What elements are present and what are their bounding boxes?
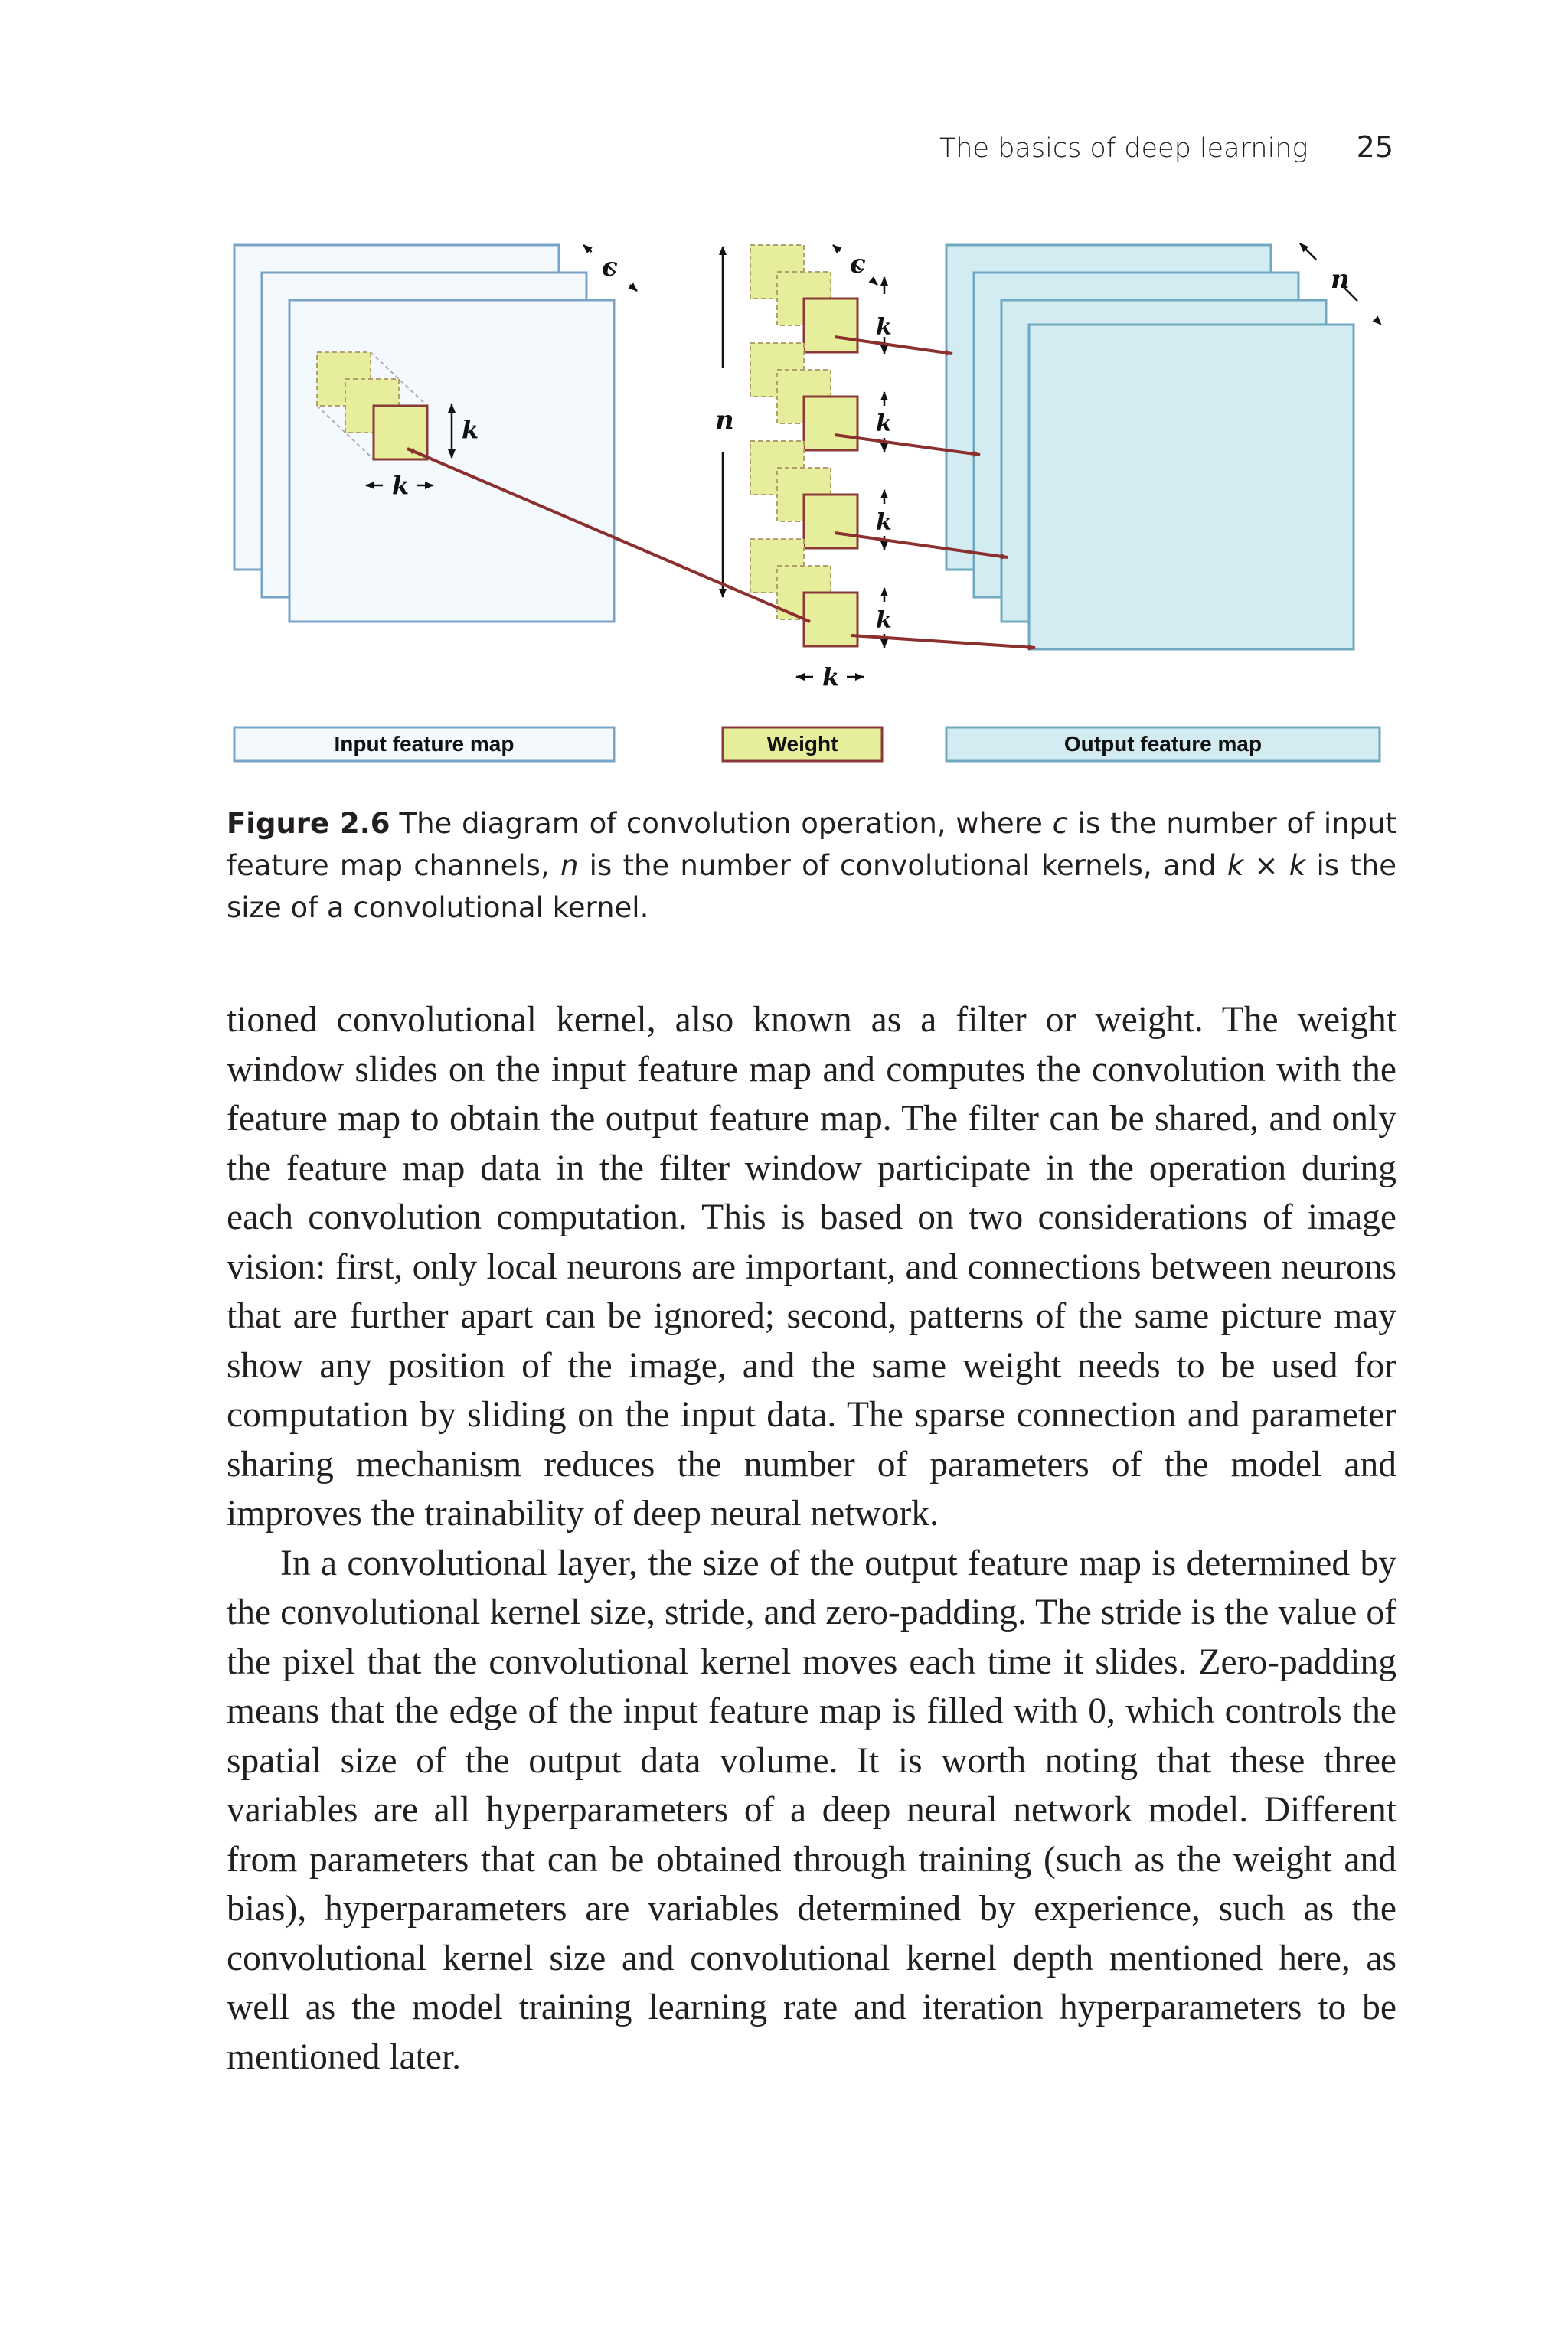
weight-label-box [723, 727, 882, 761]
kernel-4 [750, 539, 858, 646]
kernel-c-label: c [850, 249, 866, 279]
kernel-2-k-label: k [876, 410, 892, 437]
n-dimension-label: n [715, 405, 734, 436]
input-kernel-front [374, 406, 427, 459]
weight-label: Weight [766, 732, 838, 756]
convolution-diagram [0, 0, 1568, 781]
arrow-kernel-4-to-output [851, 635, 1035, 648]
kernel-4-k-label: k [876, 607, 892, 634]
kernel-2 [750, 343, 858, 450]
input-k-vertical-label: k [462, 415, 479, 444]
kernel-1-k-label: k [876, 314, 892, 341]
figure-caption-label: Figure 2.6 [227, 807, 390, 840]
output-label-box [946, 727, 1380, 761]
body-paragraph-1: tioned convolutional kernel, also known as a filter or weight. The weight window slides on the input feature map and computes the convolution with the feature map to obtain the output feature map. The filter can be shared, and only the feature map data in the filter window participate in the operation during each convolution computation. This is based on two considerations of image vision: first, only local neurons are important, and connections between neurons that are further apart can be ignored; second, patterns of the same picture may show any position of the image, and the same weight needs to be used for computation by sliding on the input data. The sparse connection and parameter sharing mechanism reduces the number of parameters of the model and improves the trainability of deep neural network. [227, 1000, 1396, 1534]
kernel-k-horizontal-label: k [822, 662, 840, 691]
figure-caption: Figure 2.6 The diagram of convolution operation, where c is the number of input feature map channels, n is the number of convolutional kernels, and k × k is the size of a convolutional kernel. [227, 807, 1396, 924]
input-layer-3 [289, 300, 614, 622]
page-number: 25 [1356, 130, 1393, 164]
output-feature-map-stack [946, 243, 1381, 649]
kernel-3 [750, 441, 858, 548]
kernel-3-k-label: k [876, 509, 892, 536]
input-c-label: c [602, 252, 618, 283]
input-label-box [234, 727, 614, 761]
input-k-horizontal-label: k [392, 471, 410, 500]
body-paragraph-2: In a convolutional layer, the size of the output feature map is determined by the convolutional kernel size, stride, and zero-padding. The stride is the value of the pixel that the convolutional kernel moves each time it slides. Zero-padding means that the edge of the input feature map is filled with 0, which controls the spatial size of the output data volume. It is worth noting that these three variables are all hyperparameters of a deep neural network model. Different from parameters that can be obtained through training (such as the weight and bias), hyperparameters are variables determined by experience, such as the convolutional kernel size and convolutional kernel depth mentioned here, as well as the model training learning rate and iteration hyperparameters to be mentioned later. [227, 1543, 1396, 2077]
output-n-label: n [1331, 264, 1350, 295]
running-head-title: The basics of deep learning [939, 133, 1308, 164]
input-feature-map-stack [234, 245, 637, 622]
input-label: Input feature map [334, 732, 514, 756]
output-layer-4 [1029, 325, 1354, 649]
weight-kernels [715, 245, 892, 691]
body-text [227, 995, 1396, 2082]
kernel-1 [750, 245, 858, 352]
output-label: Output feature map [1063, 732, 1263, 756]
